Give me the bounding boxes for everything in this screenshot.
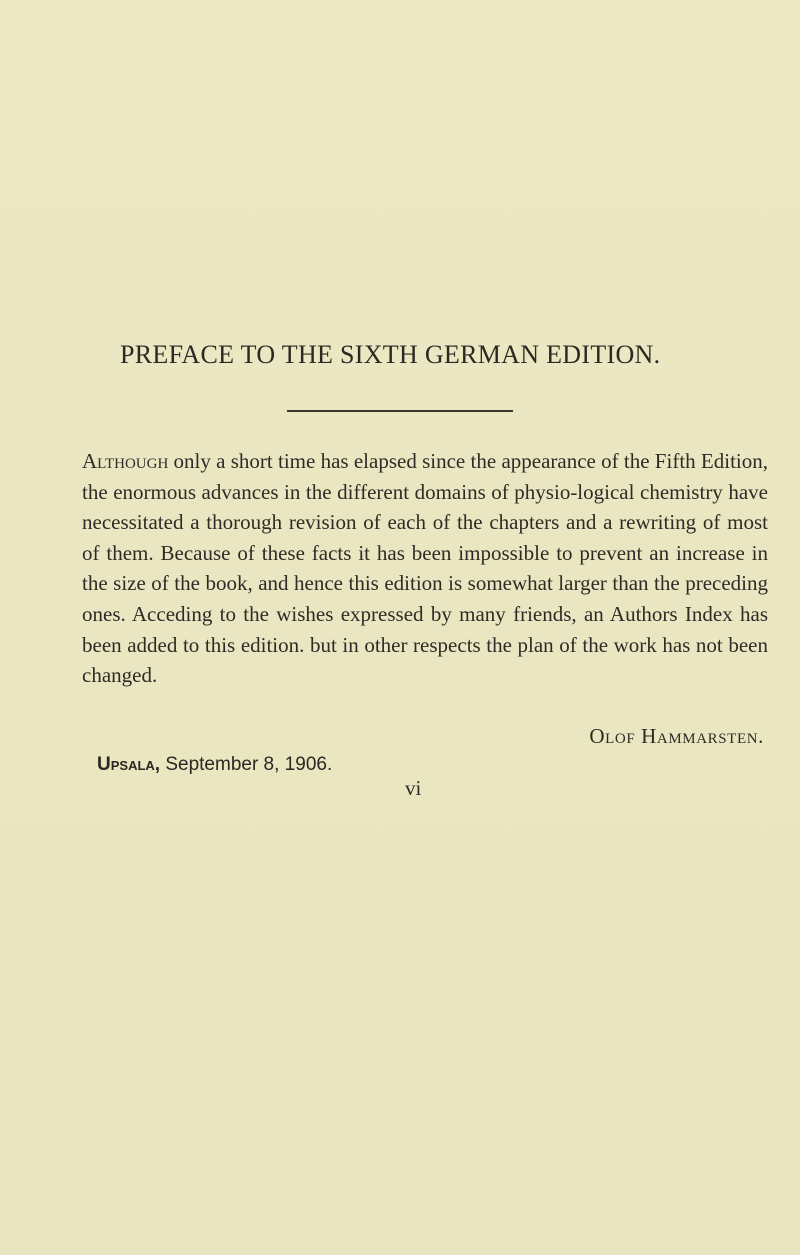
page-number: vi: [405, 776, 422, 800]
preface-body-text: only a short time has elapsed since the appearance of the Fifth Edition, the enormous advances in the different domains of physio-logical chemistry have necessitated a thorough revision of each of the chapters and a rewriting of most of them. Because of these facts it has been impossible to prevent an increase in the size of the book, and hence this edition is somewhat larger than the preceding ones. Acceding to the wishes expressed by many friends, an Authors Index has been added to this edition. but in other respects the plan of the work has not been changed.: [82, 449, 768, 688]
place-name: Upsala,: [97, 754, 161, 775]
opening-word: Although: [82, 449, 169, 473]
page-title: PREFACE TO THE SIXTH GERMAN EDITION.: [120, 340, 661, 369]
date-text: September 8, 1906.: [160, 754, 333, 775]
title-divider: [287, 410, 513, 412]
author-signature: Olof Hammarsten.: [589, 724, 764, 748]
place-and-date: [97, 754, 332, 776]
preface-paragraph: [82, 446, 768, 691]
